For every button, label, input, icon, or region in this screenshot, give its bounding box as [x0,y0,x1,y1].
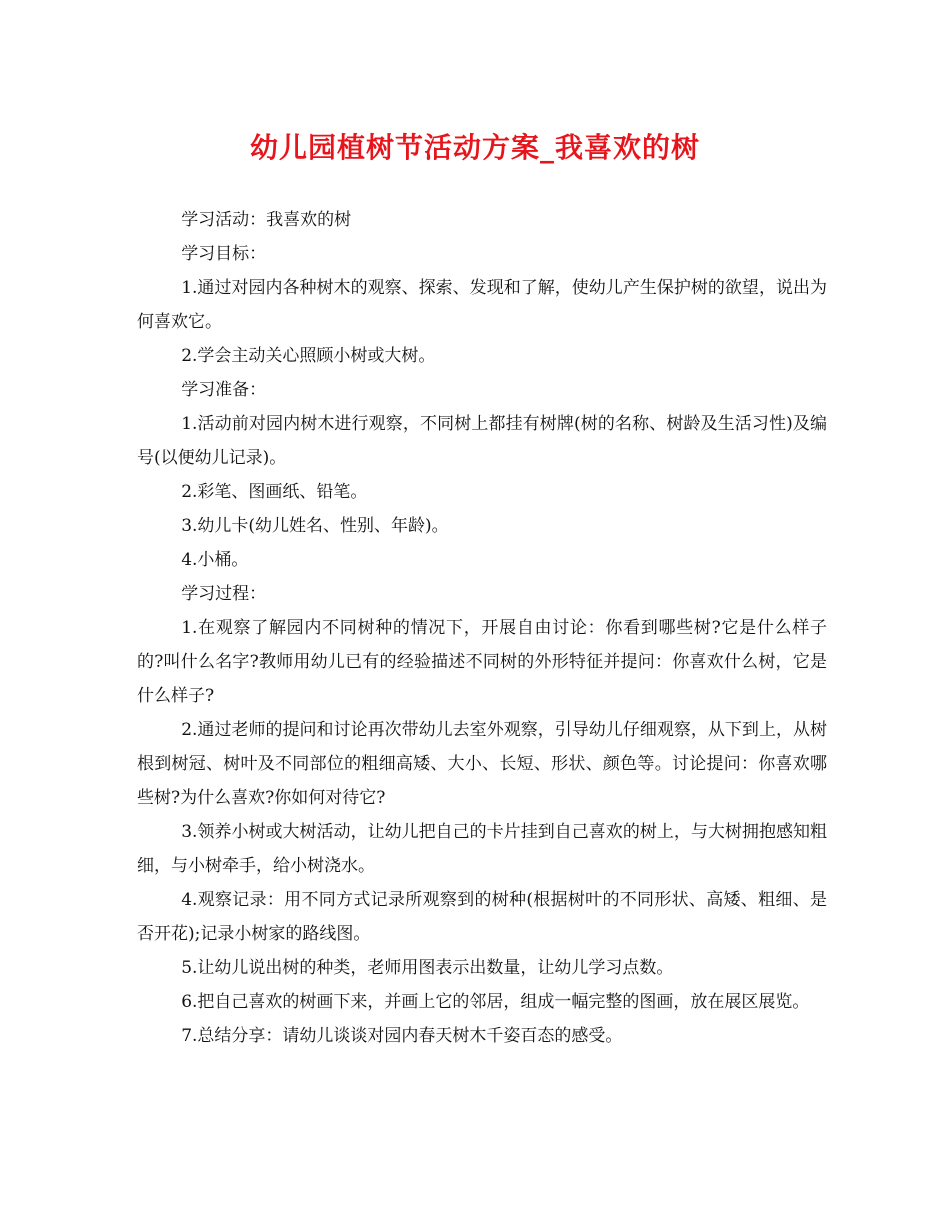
process-step-1: 1.在观察了解园内不同树种的情况下，开展自由讨论：你看到哪些树?它是什么样子的?叫什么名字?教师用幼儿已有的经验描述不同树的外形特征并提问：你喜欢什么树，它是什么样子? [137,618,827,706]
process-step-7: 7.总结分享：请幼儿谈谈对园内春天树木千姿百态的感受。 [181,1026,623,1046]
preparation-item-3: 3.幼儿卡(幼儿姓名、性别、年龄)。 [181,516,449,536]
goal-item-1: 1.通过对园内各种树木的观察、探索、发现和了解，使幼儿产生保护树的欲望，说出为何喜欢它。 [137,278,827,332]
paragraph-activity-name: 学习活动：我喜欢的树 [181,210,352,230]
heading-learning-goals: 学习目标： [181,244,267,264]
document-body [137,203,827,1053]
process-step-5: 5.让幼儿说出树的种类，老师用图表示出数量，让幼儿学习点数。 [181,958,674,978]
preparation-item-2: 2.彩笔、图画纸、铅笔。 [181,482,368,502]
process-step-6: 6.把自己喜欢的树画下来，并画上它的邻居，组成一幅完整的图画，放在展区展览。 [181,992,810,1012]
preparation-item-4: 4.小桶。 [181,550,249,570]
document-title: 幼儿园植树节活动方案_我喜欢的树 [249,131,700,164]
heading-preparation: 学习准备： [181,380,267,400]
heading-process: 学习过程： [181,584,267,604]
process-step-3: 3.领养小树或大树活动，让幼儿把自己的卡片挂到自己喜欢的树上，与大树拥抱感知粗细，与小树牵手，给小树浇水。 [137,822,827,876]
process-step-2: 2.通过老师的提问和讨论再次带幼儿去室外观察，引导幼儿仔细观察，从下到上，从树根到树冠、树叶及不同部位的粗细高矮、大小、长短、形状、颜色等。讨论提问：你喜欢哪些树?为什么喜欢?你如何对待它? [137,720,827,808]
preparation-item-1: 1.活动前对园内树木进行观察，不同树上都挂有树牌(树的名称、树龄及生活习性)及编号(以便幼儿记录)。 [137,414,827,468]
goal-item-2: 2.学会主动关心照顾小树或大树。 [181,346,436,366]
process-step-4: 4.观察记录：用不同方式记录所观察到的树种(根据树叶的不同形状、高矮、粗细、是否开花);记录小树家的路线图。 [137,890,827,944]
